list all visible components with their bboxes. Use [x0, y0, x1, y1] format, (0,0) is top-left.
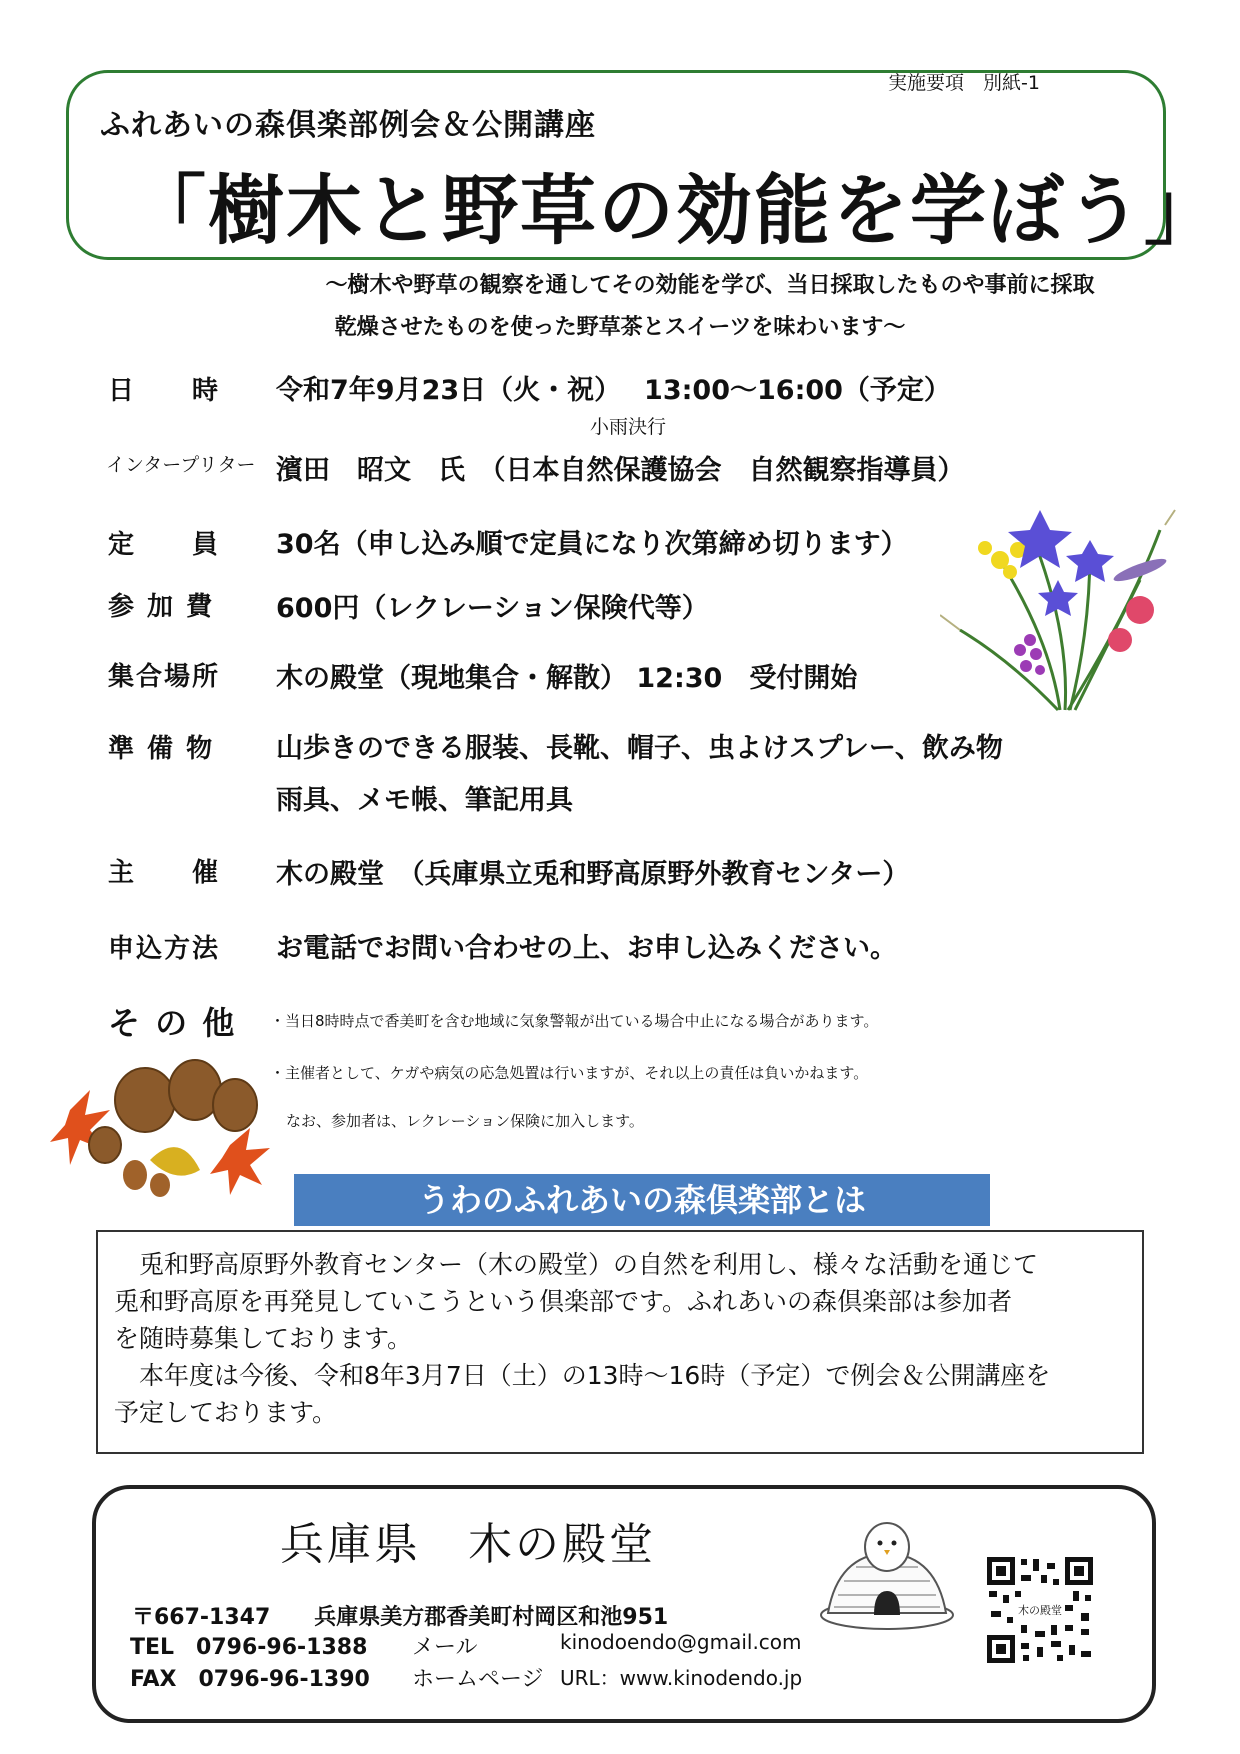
datetime-value: 令和7年9月23日（火・祝） 13:00～16:00（予定）	[276, 375, 951, 406]
event-subtitle: ふれあいの森倶楽部例会＆公開講座	[100, 108, 596, 143]
host-value: 木の殿堂 （兵庫県立兎和野高原野外教育センター）	[276, 859, 910, 890]
meeting-place-value: 木の殿堂（現地集合・解散） 12:30 受付開始	[276, 663, 858, 694]
qr-code[interactable]	[985, 1555, 1095, 1665]
fee-value: 600円（レクレーション保険代等）	[276, 593, 709, 624]
event-title: 「樹木と野草の効能を学ぼう」	[130, 166, 1222, 255]
capacity-label: 定 員	[108, 530, 221, 560]
other-note-3: なお、参加者は、レクレーション保険に加入します。	[286, 1112, 644, 1130]
apply-value: お電話でお問い合わせの上、お申し込みください。	[276, 933, 897, 964]
datetime-label: 日 時	[108, 376, 221, 406]
homepage-url[interactable]: URL：www.kinodendo.jp	[560, 1666, 803, 1690]
document-reference: 実施要項 別紙-1	[888, 72, 1040, 94]
about-text	[114, 1246, 1134, 1431]
pinecones-leaves-illustration	[50, 1050, 290, 1200]
items-value-line-1: 山歩きのできる服装、長靴、帽子、虫よけスプレー、飲み物	[276, 733, 1003, 764]
items-label: 準 備 物	[108, 734, 215, 764]
contact-title: 兵庫県 木の殿堂	[280, 1519, 656, 1570]
igloo-mascot-illustration	[818, 1515, 956, 1635]
email-link[interactable]: kinodoendo@gmail.com	[560, 1630, 802, 1654]
about-line-3: を随時募集しております。	[114, 1324, 413, 1353]
about-line-1: 兎和野高原野外教育センター（木の殿堂）の自然を利用し、様々な活動を通じて	[114, 1250, 1039, 1279]
fax: FAX 0796-96-1390	[130, 1667, 370, 1692]
mail-label: メール	[412, 1635, 478, 1660]
about-line-2: 兎和野高原を再発見していこうという倶楽部です。ふれあいの森倶楽部は参加者	[114, 1287, 1013, 1316]
other-note-1: ・当日8時時点で香美町を含む地域に気象警報が出ている場合中止になる場合があります。	[270, 1012, 879, 1030]
homepage-label: ホームページ	[412, 1667, 544, 1692]
fee-label: 参 加 費	[108, 592, 215, 622]
lead-line-1: ～樹木や野草の観察を通してその効能を学び、当日採取したものや事前に採取	[325, 273, 1095, 298]
qr-caption: 木の殿堂	[1018, 1604, 1062, 1617]
apply-label: 申込方法	[108, 934, 221, 964]
items-value-line-2: 雨具、メモ帳、筆記用具	[276, 785, 573, 816]
about-heading: うわのふれあいの森倶楽部とは	[294, 1174, 990, 1226]
about-line-4: 本年度は今後、令和8年3月7日（土）の13時～16時（予定）で例会＆公開講座を	[114, 1361, 1051, 1390]
flowers-illustration	[940, 490, 1180, 715]
other-note-2: ・主催者として、ケガや病気の応急処置は行いますが、それ以上の責任は負いかねます。	[270, 1064, 869, 1082]
other-label: そ の 他	[108, 1004, 237, 1042]
tel: TEL 0796-96-1388	[130, 1635, 368, 1660]
meeting-place-label: 集合場所	[108, 662, 221, 692]
capacity-value: 30名（申し込み順で定員になり次第締め切ります）	[276, 529, 908, 560]
address: 〒667-1347 兵庫県美方郡香美町村岡区和池951	[132, 1605, 669, 1630]
about-line-5: 予定しております。	[114, 1398, 338, 1427]
lead-line-2: 乾燥させたものを使った野草茶とスイーツを味わいます～	[334, 315, 906, 340]
interpreter-value: 濱田 昭文 氏 （日本自然保護協会 自然観察指導員）	[276, 455, 965, 486]
interpreter-label: インタープリター	[106, 454, 256, 476]
rain-note: 小雨決行	[590, 416, 667, 438]
host-label: 主 催	[108, 858, 221, 888]
